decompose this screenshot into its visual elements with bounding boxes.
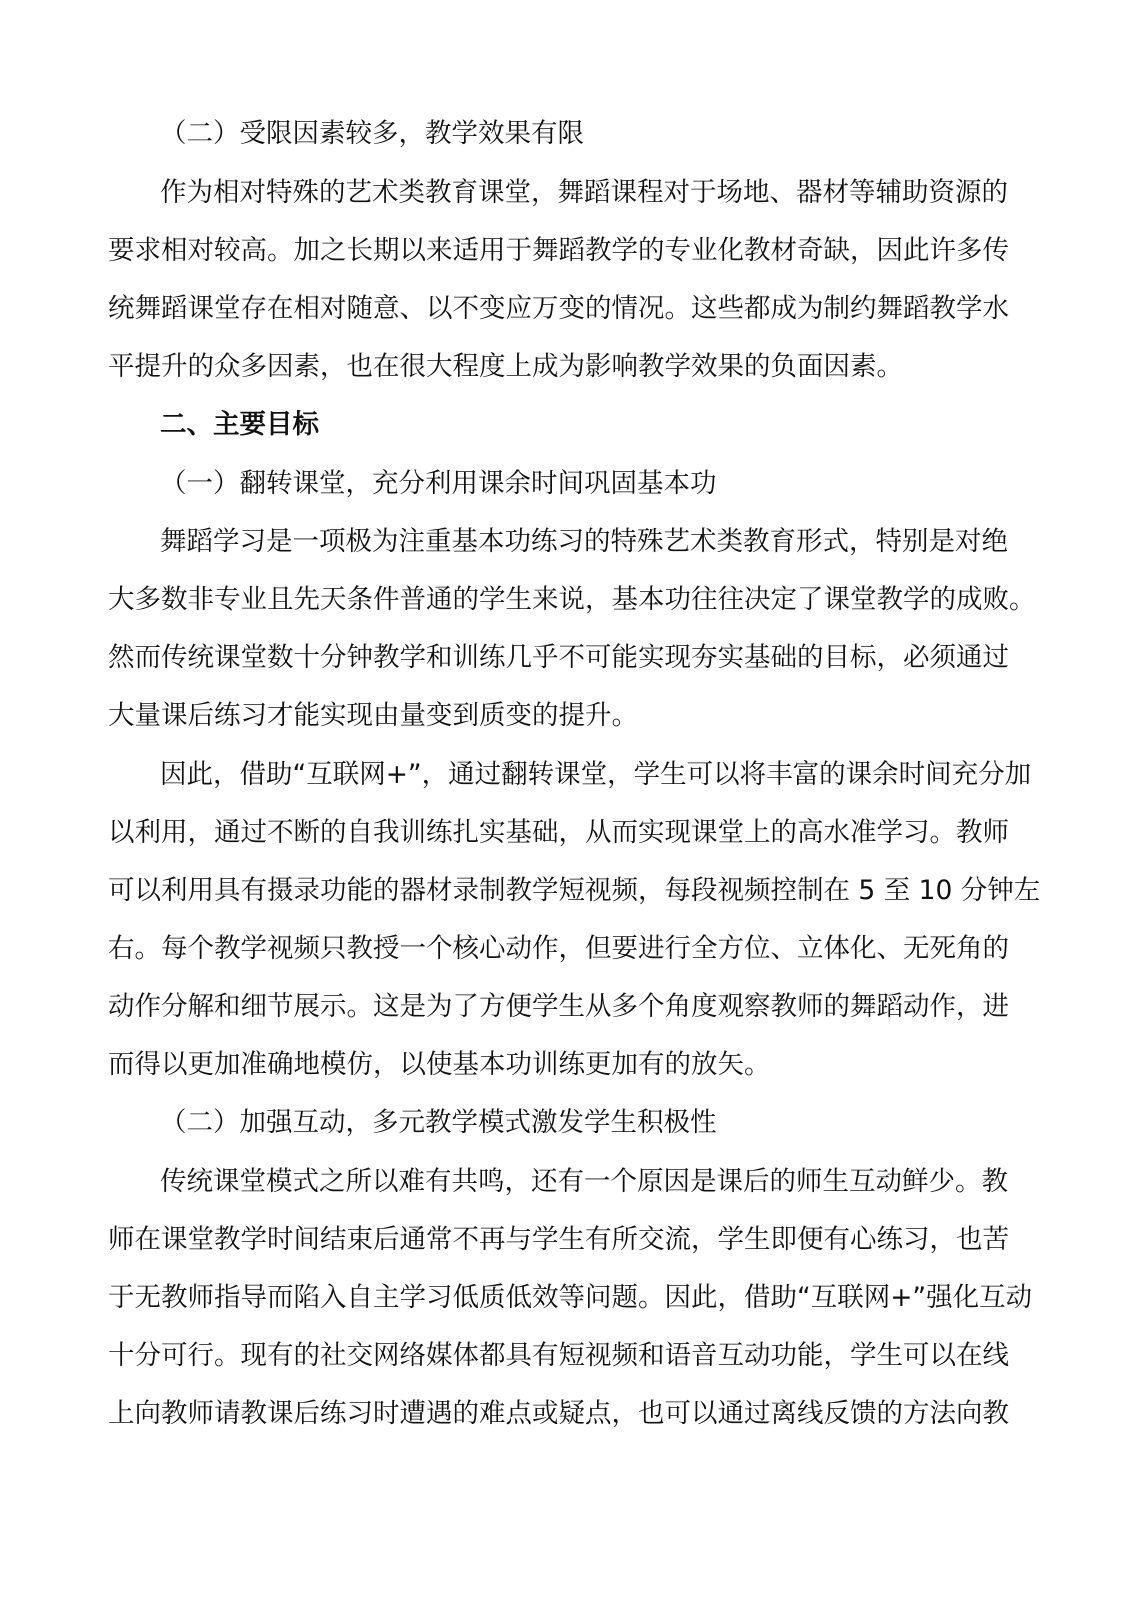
paragraph-line: 动作分解和细节展示。这是为了方便学生从多个角度观察教师的舞蹈动作，进 <box>108 991 1009 1022</box>
subsection-heading-interaction: （二）加强互动，多元教学模式激发学生积极性 <box>160 1107 717 1138</box>
paragraph-line: 于无教师指导而陷入自主学习低质低效等问题。因此，借助“互联网+”强化互动 <box>108 1282 1033 1313</box>
paragraph-line: 统舞蹈课堂存在相对随意、以不变应万变的情况。这些都成为制约舞蹈教学水 <box>108 293 1009 324</box>
subsection-heading-constraints: （二）受限因素较多，教学效果有限 <box>160 118 584 149</box>
paragraph-line: 大量课后练习才能实现由量变到质变的提升。 <box>108 700 638 731</box>
paragraph-line: 传统课堂模式之所以难有共鸣，还有一个原因是课后的师生互动鲜少。教 <box>160 1166 1008 1197</box>
paragraph-line: 大多数非专业且先天条件普通的学生来说，基本功往往决定了课堂教学的成败。 <box>108 584 1036 615</box>
paragraph-line: 因此，借助“互联网+”，通过翻转课堂，学生可以将丰富的课余时间充分加 <box>160 759 1032 790</box>
paragraph-line: 以利用，通过不断的自我训练扎实基础，从而实现课堂上的高水准学习。教师 <box>108 817 1009 848</box>
paragraph-line: 平提升的众多因素，也在很大程度上成为影响教学效果的负面因素。 <box>108 351 903 382</box>
paragraph-line: 作为相对特殊的艺术类教育课堂，舞蹈课程对于场地、器材等辅助资源的 <box>160 177 1008 208</box>
section-heading-main-goals: 二、主要目标 <box>160 409 319 440</box>
paragraph-line: 可以利用具有摄录功能的器材录制教学短视频，每段视频控制在 5 至 10 分钟左 <box>108 875 1041 906</box>
paragraph-line: 师在课堂教学时间结束后通常不再与学生有所交流，学生即便有心练习，也苦 <box>108 1224 1009 1255</box>
paragraph-line: 右。每个教学视频只教授一个核心动作，但要进行全方位、立体化、无死角的 <box>108 933 1009 964</box>
paragraph-line: 舞蹈学习是一项极为注重基本功练习的特殊艺术类教育形式，特别是对绝 <box>160 526 1008 557</box>
paragraph-line: 要求相对较高。加之长期以来适用于舞蹈教学的专业化教材奇缺，因此许多传 <box>108 235 1009 266</box>
paragraph-line: 十分可行。现有的社交网络媒体都具有短视频和语音互动功能，学生可以在线 <box>108 1340 1009 1371</box>
paragraph-line: 而得以更加准确地模仿，以使基本功训练更加有的放矢。 <box>108 1049 771 1080</box>
subsection-heading-flipped-classroom: （一）翻转课堂，充分利用课余时间巩固基本功 <box>160 468 717 499</box>
paragraph-line: 然而传统课堂数十分钟教学和训练几乎不可能实现夯实基础的目标，必须通过 <box>108 642 1009 673</box>
paragraph-line: 上向教师请教课后练习时遭遇的难点或疑点，也可以通过离线反馈的方法向教 <box>108 1398 1009 1429</box>
